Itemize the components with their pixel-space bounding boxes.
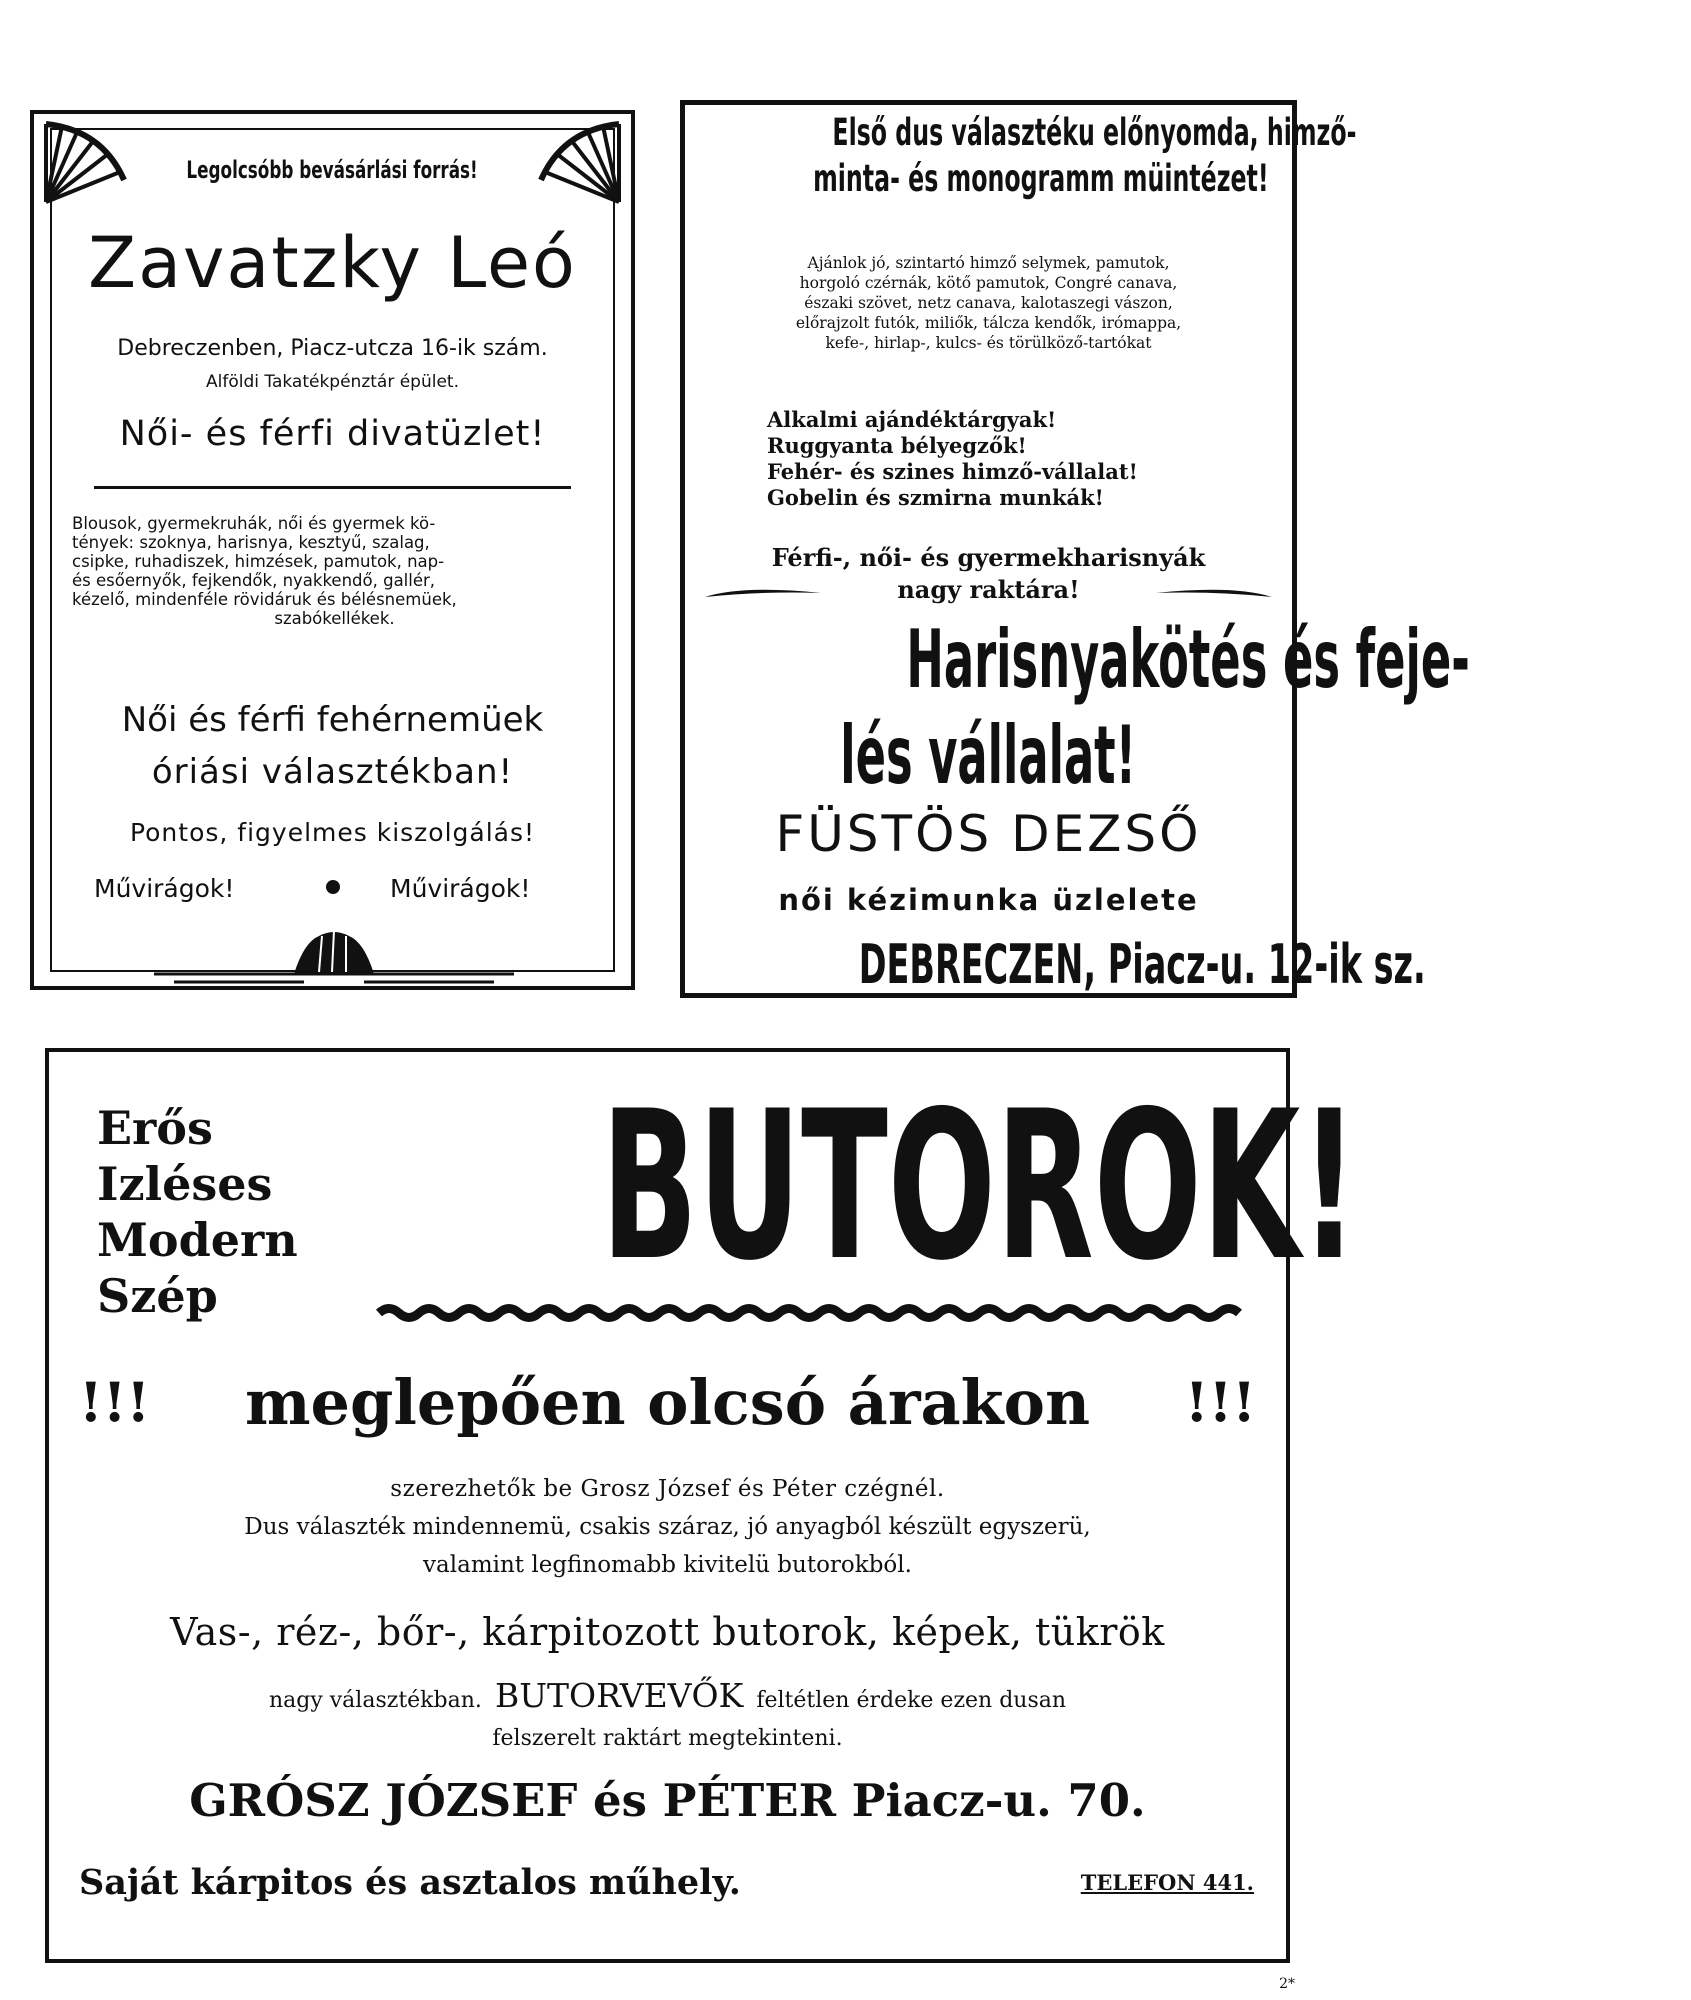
goods-line: csipke, ruhadiszek, himzések, pamutok, nap- (72, 552, 445, 571)
fustos-hosiery-line1: Férfi-, női- és gyermekharisnyák (771, 543, 1206, 572)
goods-line: tények: szoknya, harisnya, kesztyű, szalag, (72, 533, 430, 552)
wave-rule-ornament-icon (379, 1302, 1239, 1324)
zavatzky-name: Zavatzky Leó (88, 222, 577, 304)
fustos-specials (767, 407, 1138, 511)
goods-line: szabókellékek. (274, 609, 395, 628)
zavatzky-flowers-right: Művirágok! (390, 874, 531, 903)
grosz-line-obtainable: szerezhetők be Grosz József és Péter czégnél. (390, 1476, 945, 1502)
fustos-offer (701, 253, 1276, 353)
fustos-knitting-line2: lés vállalat! (840, 709, 1137, 802)
zavatzky-ad (30, 110, 635, 990)
bullet-dot-icon (326, 880, 340, 894)
divider (94, 486, 571, 489)
offer-line: előrajzolt futók, miliők, tálcza kendők, irómappa, (795, 314, 1182, 332)
zavatzky-linen-line2: óriási választékban! (151, 752, 514, 792)
goods-line: és esőernyők, fejkendők, nyakkendő, gallér, (72, 571, 436, 590)
zavatzky-goods-list (72, 514, 597, 628)
fustos-ad (680, 100, 1470, 998)
zavatzky-linen-line1: Női és férfi fehérnemüek (121, 700, 544, 740)
grosz-ad (45, 1048, 1359, 1963)
grosz-adjectives (97, 1100, 298, 1324)
offer-line: horgoló czérnák, kötő pamutok, Congré canava, (799, 274, 1178, 292)
swash-ornament-icon (1154, 583, 1274, 603)
goods-line: Blousok, gyermekruhák, női és gyermek kö- (72, 514, 436, 533)
special-line: Gobelin és szmirna munkák! (767, 485, 1104, 510)
fustos-hosiery-line2: nagy raktára! (897, 575, 1080, 604)
special-line: Fehér- és szines himző-vállalat! (767, 459, 1138, 484)
fustos-address: DEBRECZEN, Piacz-u. 12-ik sz. (858, 933, 1426, 996)
flower-ornament-icon (154, 922, 514, 984)
zavatzky-slogan: Legolcsóbb bevásárlási forrás! (186, 156, 479, 184)
grosz-price-text: meglepően olcsó árakon (244, 1366, 1091, 1439)
grosz-line-types: Vas-, réz-, bőr-, kárpitozott butorok, képek, tükrök (170, 1610, 1165, 1654)
zavatzky-shop-type: Női- és férfi divatüzlet! (119, 414, 546, 454)
zavatzky-address: Debreczenben, Piacz-utcza 16-ik szám. (117, 336, 548, 361)
grosz-line-stock: felszerelt raktárt megtekinteni. (492, 1726, 843, 1751)
offer-line: kefe-, hirlap-, kulcs- és törülköző-tartókat (825, 334, 1152, 352)
special-line: Alkalmi ajándéktárgyak! (767, 407, 1057, 432)
grosz-phone: TELEFON 441. (1080, 1870, 1254, 1895)
grosz-line-large-a: nagy választékban. (268, 1688, 482, 1713)
adjective: Izléses (97, 1157, 273, 1211)
fustos-owner: FÜSTÖS DEZSŐ (775, 805, 1202, 863)
grosz-line-large-c: feltétlen érdeke ezen dusan (756, 1688, 1067, 1713)
grosz-line-large-b: BUTORVEVŐK (494, 1676, 744, 1715)
page-mark: 2* (1279, 1976, 1295, 1992)
adjective: Erős (97, 1101, 213, 1155)
fustos-shop: női kézimunka üzlelete (778, 883, 1199, 917)
grosz-workshop: Saját kárpitos és asztalos műhely. (79, 1862, 741, 1903)
adjective: Szép (97, 1269, 218, 1323)
grosz-exclaim-left: !!! (79, 1370, 151, 1434)
fustos-headline-line2: minta- és monogramm müintézet! (813, 157, 1269, 200)
offer-line: északi szövet, netz canava, kalotaszegi vászon, (804, 294, 1173, 312)
grosz-headline: BUTOROK! (601, 1068, 1359, 1306)
grosz-firm: GRÓSZ JÓZSEF és PÉTER Piacz-u. 70. (189, 1774, 1146, 1827)
zavatzky-building: Alföldi Takatékpénztár épület. (206, 372, 459, 392)
offer-line: Ajánlok jó, szintartó himző selymek, pamutok, (807, 254, 1170, 272)
fustos-headline-line1: Első dus választéku előnyomda, himző- (832, 111, 1357, 154)
zavatzky-service: Pontos, figyelmes kiszolgálás! (129, 818, 536, 847)
grosz-line-large (69, 1676, 1266, 1715)
adjective: Modern (97, 1213, 298, 1267)
zavatzky-flowers-left: Művirágok! (94, 874, 235, 903)
fustos-knitting-line1: Harisnyakötés és feje- (906, 613, 1470, 706)
grosz-exclaim-right: !!! (1184, 1370, 1256, 1434)
grosz-line-selection2: valamint legfinomabb kivitelü butorokból. (423, 1552, 912, 1578)
grosz-line-selection1: Dus választék mindennemü, csakis száraz, jó anyagból készült egyszerü, (244, 1514, 1091, 1540)
special-line: Ruggyanta bélyegzők! (767, 433, 1027, 458)
goods-line: kézelő, mindenféle rövidáruk és bélésnemüek, (72, 590, 457, 609)
